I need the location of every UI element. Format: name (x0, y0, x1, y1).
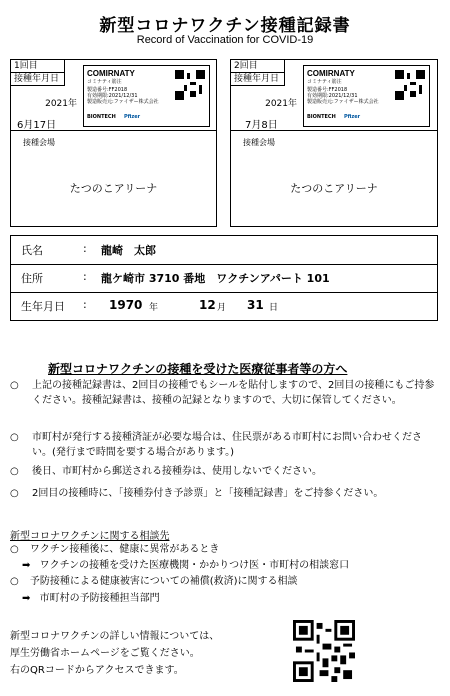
footer-line-2: 厚生労働省ホームページをご覧ください。 (10, 648, 200, 659)
dose-2-venue: たつのこアリーナ (290, 182, 378, 195)
dose-2-venue-label: 接種会場 (243, 138, 275, 147)
bullet-text: 後日、市町村から郵送される接種券は、使用しないでください。 (32, 466, 322, 477)
bullet-text: 上記の接種記録書は、2回目の接種でもシールを貼付しますので、2回目の接種にもご持参ください。接種記録書は、接種の記録となりますので、大切に保管してください。 (32, 380, 435, 406)
bullet-mark: ○ (10, 544, 19, 555)
sticker-expiry: 有効期限:2021/12/31 (87, 93, 138, 99)
name-colon: : (83, 242, 87, 255)
dose-2-year: 2021年 (265, 99, 297, 109)
dose-1-year: 2021年 (45, 99, 77, 109)
bullet-text: 2回目の接種時に、「接種券付き予診票」と「接種記録書」をご持参ください。 (32, 488, 384, 499)
dose-2-date-label: 接種年月日 (231, 73, 285, 86)
consult-text: ワクチン接種後に、健康に異常があるとき (29, 544, 220, 555)
name-row (11, 236, 437, 264)
pfizer-logo: Pfizer (124, 114, 141, 120)
notice-bullet-2 (10, 430, 438, 460)
bullet-mark: ○ (10, 576, 19, 587)
consult-item-1 (10, 542, 219, 557)
bullet-mark: ○ (10, 466, 19, 477)
dose-1-label: 1回目 (11, 60, 65, 73)
sticker-brand: COMIRNATY (87, 69, 135, 78)
dob-day-unit: 日 (269, 303, 279, 313)
address-label: 住所 (21, 272, 43, 285)
dob-month-unit: 月 (217, 303, 227, 313)
consult-text: ワクチンの接種を受けた医療機関・かかりつけ医・市町村の相談窓口 (39, 560, 350, 571)
dose-1-vaccine-sticker (83, 65, 210, 127)
footer-line-1: 新型コロナワクチンの詳しい情報については、 (10, 631, 220, 642)
dose-1-venue-label: 接種会場 (23, 138, 55, 147)
document-subtitle: Record of Vaccination for COVID-19 (136, 34, 314, 46)
pfizer-logo: Pfizer (344, 114, 361, 120)
arrow-right-icon: ➡ (22, 560, 31, 571)
dose-2-month-day: 7月8日 (245, 120, 278, 131)
sticker-brand-jp: コミナティ筋注 (307, 79, 342, 85)
consult-text: 市町村の予防接種担当部門 (39, 593, 160, 604)
footer-line-3: 右のQRコードからアクセスできます。 (10, 665, 184, 676)
consult-item-2 (22, 558, 349, 573)
bullet-mark: ○ (10, 432, 19, 443)
bullet-mark: ○ (10, 488, 19, 499)
dose-2-vaccine-sticker (303, 65, 430, 127)
dob-year-unit: 年 (149, 303, 159, 313)
arrow-right-icon: ➡ (22, 593, 31, 604)
dose-1-date-label: 接種年月日 (11, 73, 65, 86)
address-row (11, 264, 437, 292)
dose-1-box (10, 59, 217, 227)
name-value: 龍崎 太郎 (101, 244, 156, 257)
sticker-brand: COMIRNATY (307, 69, 355, 78)
notice-bullet-1 (10, 378, 438, 408)
sticker-qr-icon (395, 70, 425, 100)
dose-1-month-day: 6月17日 (17, 120, 57, 131)
dob-year: 1970 (109, 298, 143, 312)
name-label: 氏名 (21, 244, 43, 257)
sticker-brand-jp: コミナティ筋注 (87, 79, 122, 85)
bullet-mark: ○ (10, 380, 19, 391)
dose-2-box (230, 59, 438, 227)
address-colon: : (83, 270, 87, 283)
consult-heading: 新型コロナワクチンに関する相談先 (10, 531, 170, 542)
dob-colon: : (83, 298, 87, 311)
consult-text: 予防接種による健康被害についての補償(救済)に関する相談 (29, 576, 298, 587)
notice-bullet-3 (10, 464, 438, 479)
biontech-logo: BIONTECH (87, 114, 116, 120)
sticker-lot: 製造番号:FF2018 (87, 87, 128, 93)
mhlw-qr-code-icon (293, 620, 355, 682)
dob-month: 12 (199, 298, 216, 312)
bullet-text: 市町村が発行する接種済証が必要な場合は、住民票がある市町村にお問い合わせください。(発行まで時間を要する場合があります。) (32, 432, 422, 458)
dob-day: 31 (247, 298, 264, 312)
sticker-maker: 製造販売元:ファイザー株式会社 (87, 99, 159, 105)
sticker-qr-icon (175, 70, 205, 100)
address-value: 龍ケ崎市 3710 番地 ワクチンアパート 101 (101, 272, 330, 285)
biontech-logo: BIONTECH (307, 114, 336, 120)
dob-label: 生年月日 (21, 300, 65, 313)
consult-item-4 (22, 591, 160, 606)
dose-2-label: 2回目 (231, 60, 285, 73)
dob-row (11, 292, 437, 320)
sticker-maker: 製造販売元:ファイザー株式会社 (307, 99, 379, 105)
document-title: 新型コロナワクチン接種記録書 (99, 16, 351, 36)
dose-1-venue: たつのこアリーナ (69, 182, 158, 195)
sticker-lot: 製造番号:FF2018 (307, 87, 348, 93)
notice-bullet-4 (10, 486, 438, 501)
notice-heading: 新型コロナワクチンの接種を受けた医療従事者等の方へ (48, 362, 348, 376)
person-info-box (10, 235, 438, 321)
consult-item-3 (10, 574, 298, 589)
sticker-expiry: 有効期限:2021/12/31 (307, 93, 358, 99)
